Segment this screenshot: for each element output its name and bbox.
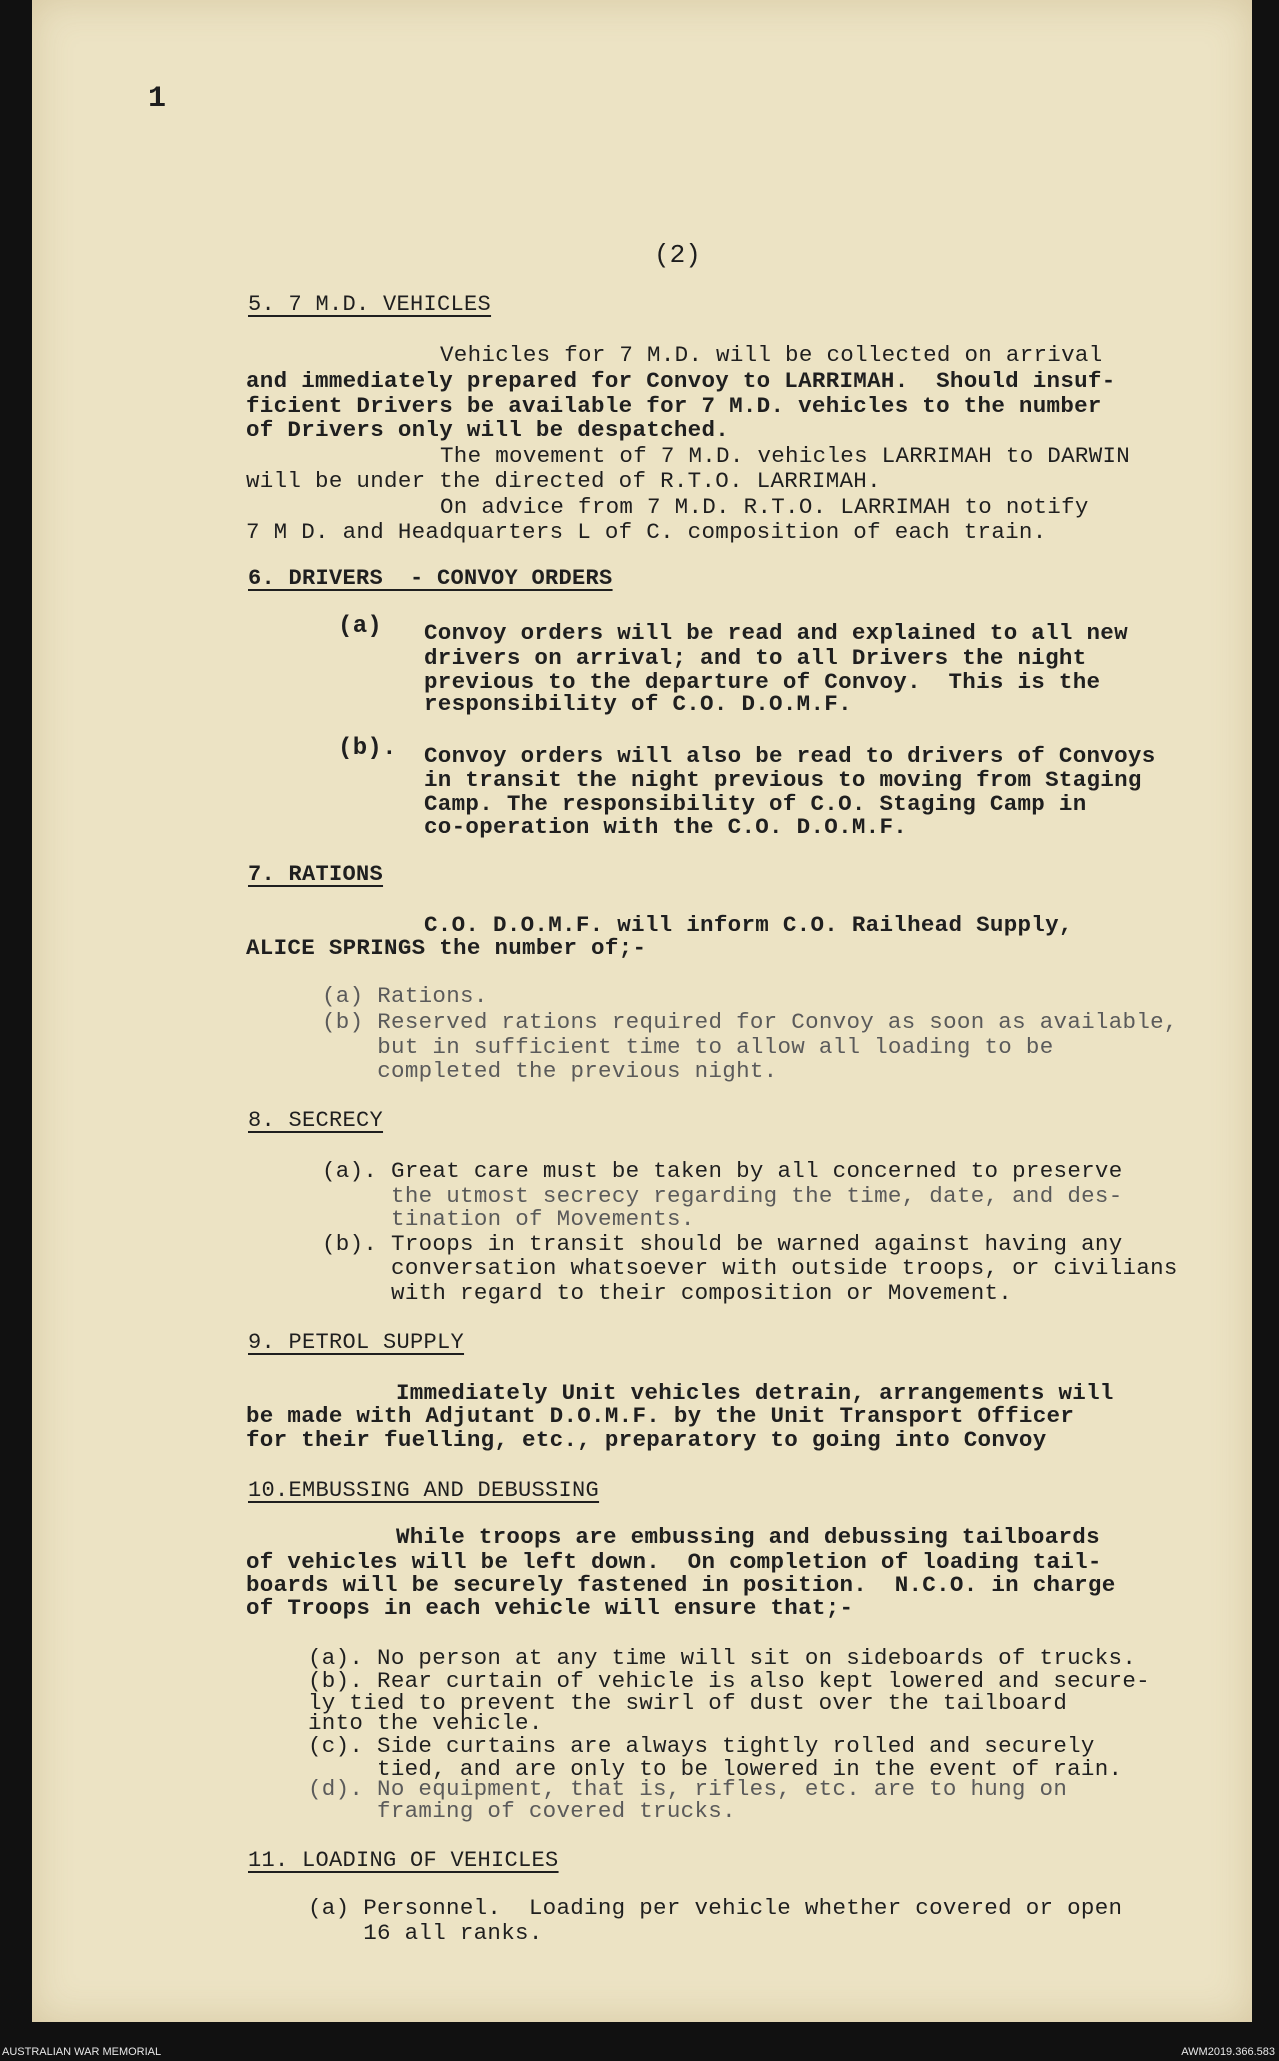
- section-10-line: of Troops in each vehicle will ensure that;-: [246, 1595, 854, 1621]
- section-5-line: Vehicles for 7 M.D. will be collected on arrival: [440, 342, 1103, 368]
- section-9-line: be made with Adjutant D.O.M.F. by the Unit Transport Officer: [246, 1403, 1075, 1429]
- section-11-item: 16 all ranks.: [308, 1920, 543, 1946]
- section-5-line: of Drivers only will be despatched.: [246, 417, 730, 443]
- section-5-line: On advice from 7 M.D. R.T.O. LARRIMAH to notify: [440, 494, 1089, 520]
- footer-reference: AWM2019.366.583: [1181, 2046, 1275, 2058]
- section-8-item: (a). Great care must be taken by all concerned to preserve: [322, 1158, 1123, 1184]
- section-9-heading: 9. PETROL SUPPLY: [248, 1330, 465, 1355]
- document-page: [32, 0, 1252, 2022]
- section-10-line: of vehicles will be left down. On completion of loading tail-: [246, 1549, 1102, 1575]
- section-5-line: will be under the directed of R.T.O. LARRIMAH.: [246, 468, 881, 494]
- section-10-line: boards will be securely fastened in position. N.C.O. in charge: [246, 1572, 1116, 1598]
- section-9-line: for their fuelling, etc., preparatory to going into Convoy: [246, 1427, 1047, 1453]
- section-8-item: with regard to their composition or Movement.: [322, 1280, 1013, 1306]
- section-7-heading: 7. RATIONS: [248, 862, 384, 887]
- section-6-a-line: responsibility of C.O. D.O.M.F.: [424, 691, 852, 717]
- section-8-item: the utmost secrecy regarding the time, date, and des-: [322, 1183, 1123, 1209]
- section-10-item: (c). Side curtains are always tightly rolled and securely: [308, 1733, 1095, 1759]
- section-5-line: ficient Drivers be available for 7 M.D. vehicles to the number: [246, 393, 1102, 419]
- section-11-item: (a) Personnel. Loading per vehicle whether covered or open: [308, 1895, 1123, 1921]
- section-7-intro: ALICE SPRINGS the number of;-: [246, 935, 647, 961]
- page-mark: 1: [148, 82, 167, 116]
- section-6-a-line: drivers on arrival; and to all Drivers the night: [424, 645, 1087, 671]
- section-6-b-line: Convoy orders will also be read to drivers of Convoys: [424, 743, 1156, 769]
- section-7-item: completed the previous night.: [322, 1058, 778, 1084]
- archive-footer: [0, 2044, 1279, 2061]
- section-6-b-line: in transit the night previous to moving from Staging: [424, 767, 1142, 793]
- section-10-item: (a). No person at any time will sit on sideboards of trucks.: [308, 1645, 1137, 1671]
- section-7-item: (b) Reserved rations required for Convoy as soon as available,: [322, 1009, 1178, 1035]
- footer-source: AUSTRALIAN WAR MEMORIAL: [2, 2046, 162, 2058]
- section-5-line: The movement of 7 M.D. vehicles LARRIMAH to DARWIN: [440, 443, 1131, 469]
- section-10-item: ly tied to prevent the swirl of dust over the tailboard: [308, 1690, 1068, 1716]
- section-6-b-label: (b).: [338, 735, 397, 762]
- section-6-a-line: previous to the departure of Convoy. This is the: [424, 669, 1101, 695]
- page-number: (2): [654, 240, 701, 270]
- section-10-item: (d). No equipment, that is, rifles, etc. are to hung on: [308, 1776, 1068, 1802]
- section-6-a-line: Convoy orders will be read and explained to all new: [424, 620, 1128, 646]
- section-5-line: and immediately prepared for Convoy to LARRIMAH. Should insuf-: [246, 368, 1116, 394]
- section-8-heading: 8. SECRECY: [248, 1108, 384, 1133]
- section-8-item: (b). Troops in transit should be warned against having any: [322, 1231, 1123, 1257]
- section-10-item: framing of covered trucks.: [308, 1798, 736, 1824]
- section-10-line: While troops are embussing and debussing tailboards: [396, 1524, 1100, 1550]
- section-5-line: 7 M D. and Headquarters L of C. composition of each train.: [246, 519, 1047, 545]
- section-8-item: conversation whatsoever with outside troops, or civilians: [322, 1255, 1178, 1281]
- section-6-heading: 6. DRIVERS - CONVOY ORDERS: [248, 566, 613, 591]
- section-6-b-line: co-operation with the C.O. D.O.M.F.: [424, 814, 908, 840]
- section-10-heading: 10.EMBUSSING AND DEBUSSING: [248, 1478, 600, 1503]
- section-10-item: tied, and are only to be lowered in the event of rain.: [308, 1756, 1123, 1782]
- section-11-heading: 11. LOADING OF VEHICLES: [248, 1848, 559, 1873]
- section-8-item: tination of Movements.: [322, 1206, 695, 1232]
- section-7-item: but in sufficient time to allow all loading to be: [322, 1034, 1054, 1060]
- section-5-heading: 5. 7 M.D. VEHICLES: [248, 292, 492, 317]
- section-6-b-line: Camp. The responsibility of C.O. Staging Camp in: [424, 791, 1087, 817]
- section-10-item: (b). Rear curtain of vehicle is also kept lowered and secure-: [308, 1668, 1150, 1694]
- section-6-a-label: (a): [338, 613, 383, 640]
- section-7-intro: C.O. D.O.M.F. will inform C.O. Railhead Supply,: [424, 912, 1073, 938]
- section-9-line: Immediately Unit vehicles detrain, arrangements will: [396, 1380, 1114, 1406]
- section-10-item: into the vehicle.: [308, 1710, 543, 1736]
- section-7-item: (a) Rations.: [322, 983, 488, 1009]
